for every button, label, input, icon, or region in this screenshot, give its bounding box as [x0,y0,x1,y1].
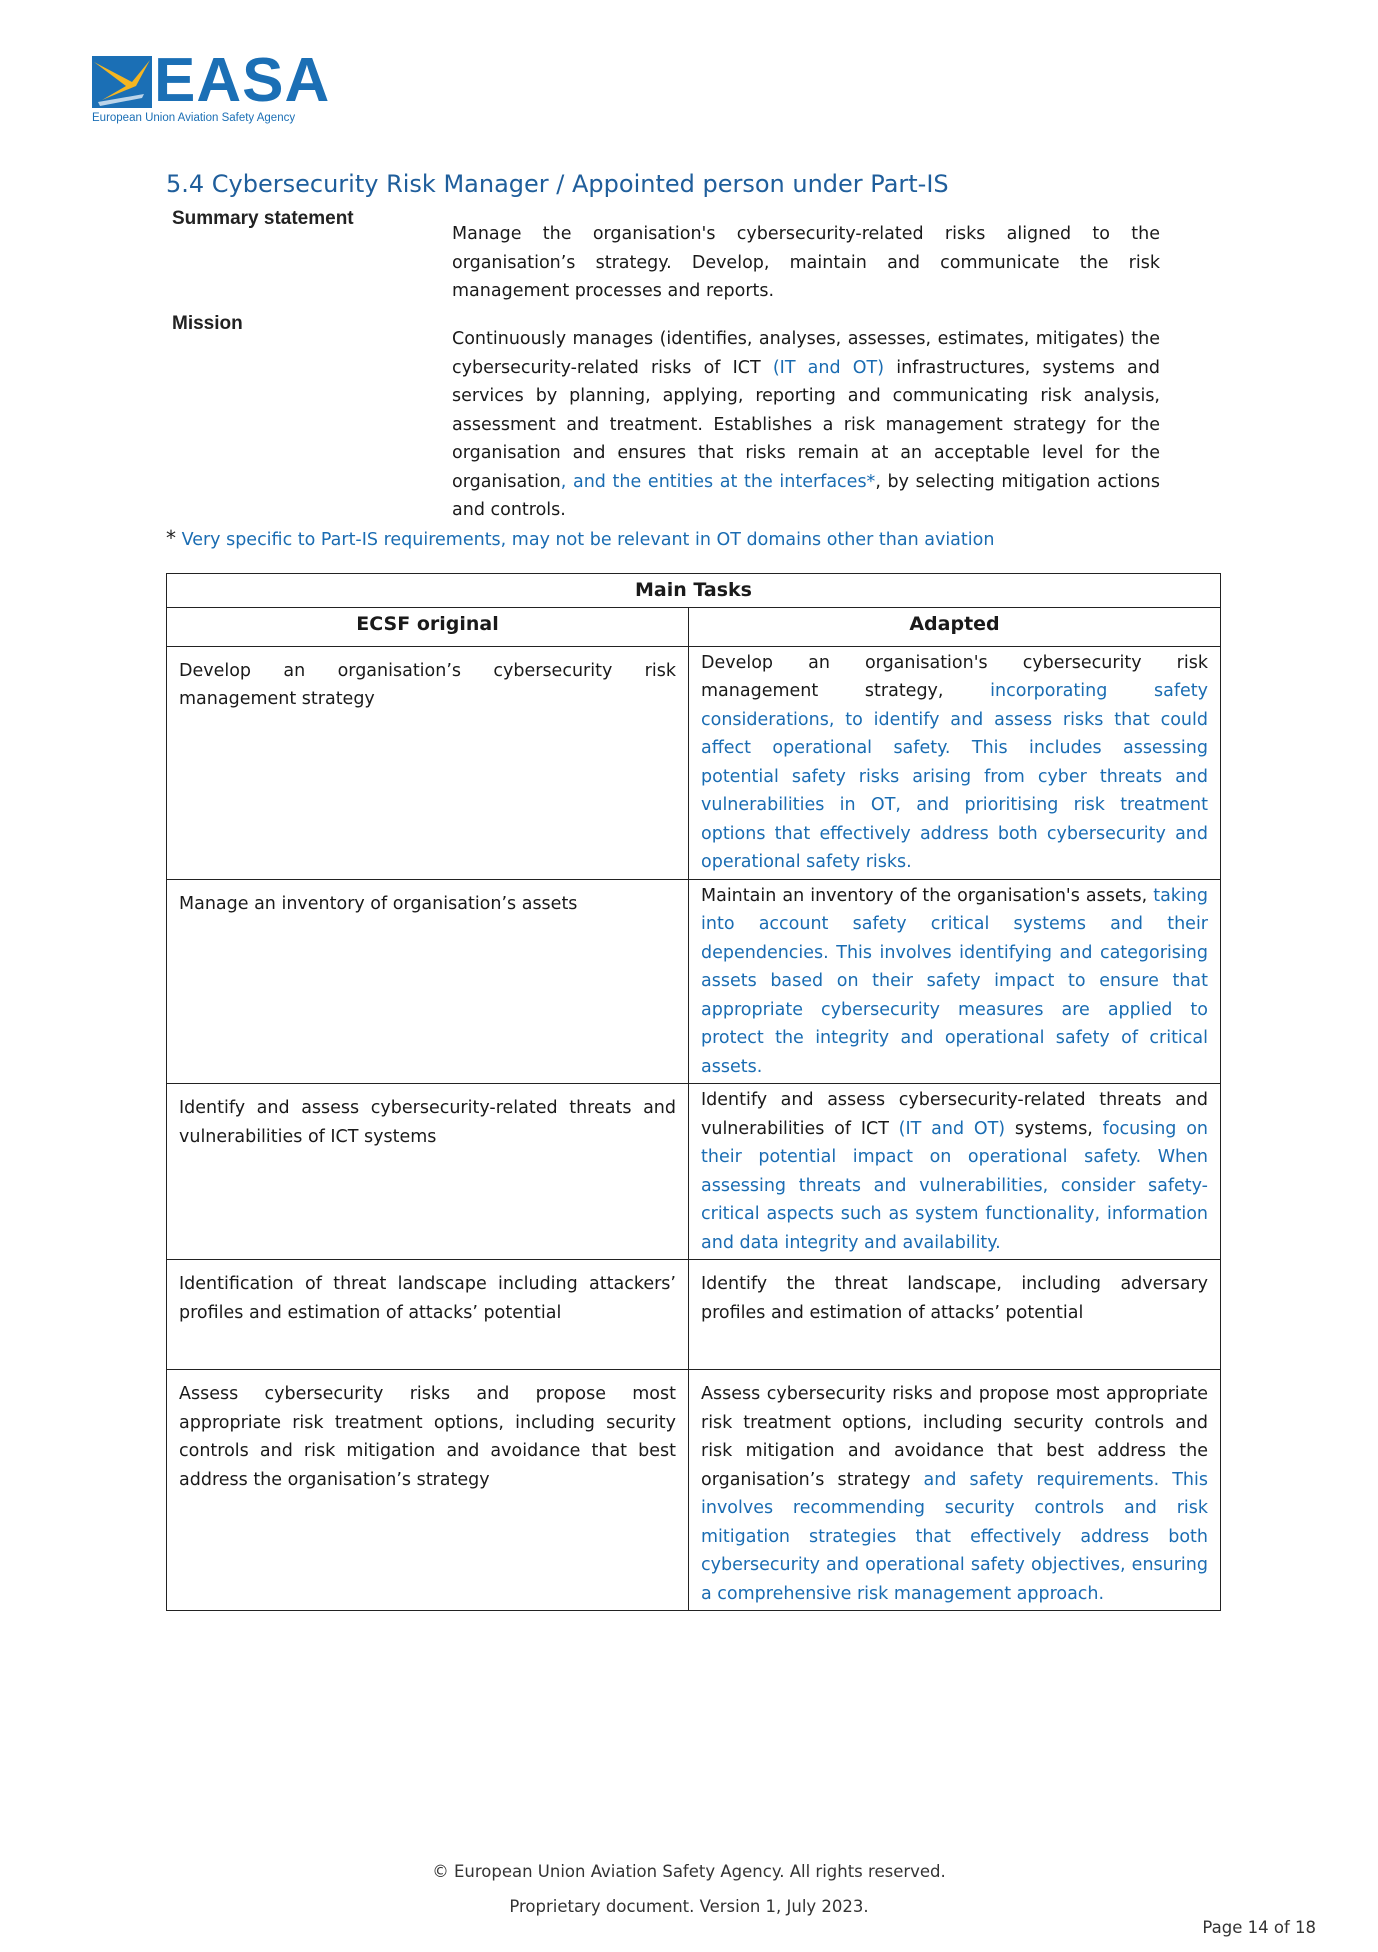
easa-logo [92,46,331,132]
cell-original: Identify and assess cybersecurity-related threats and vulnerabilities of ICT systems [167,1084,689,1260]
table-title: Main Tasks [167,574,1221,608]
adapted-text-segment: taking into account safety critical systems and their dependencies. This involves identifying and categorising assets based on their safety impact to ensure that appropriate cybersecurity measures are applied to protect the integrity and operational safety of critical assets. [701,885,1208,1077]
text-segment: Maintain an inventory of the organisation's assets, [701,885,1154,906]
cell-adapted [689,1084,1221,1260]
cell-adapted [689,646,1221,879]
adapted-text-segment: incorporating safety considerations, to identify and assess risks that could affect operational safety. This includes assessing potential safety risks arising from cyber threats and vulnerabilities in OT, and prioritising risk treatment options that effectively address both cybersecurity and operational safety risks. [701,681,1208,872]
adapted-text-segment: focusing on their potential impact on operational safety. When assessing threats and vulnerabilities, consider safety-critical aspects such as system functionality, information and data integrity and availability. [701,1118,1208,1253]
text-segment: infrastructures, systems and services by planning, applying, reporting and communicating risk analysis, assessment and treatment. Establishes a risk management strategy for the organisation and ensures that risks remain at an acceptable level for the organisation [452,357,1160,492]
main-tasks-table [166,573,1221,1611]
adapted-text-segment: (IT and OT) [898,1118,1006,1139]
logo-wordmark: EASA [154,46,331,115]
summary-label: Summary statement [172,208,354,229]
table-row [167,879,1221,1084]
mission-text [452,325,1160,525]
text-segment: Develop an organisation's cybersecurity risk management strategy, [701,652,1208,701]
text-segment: Continuously manages (identifies, analyses, assesses, estimates, mitigates) the cybersecurity-related risks of ICT [452,329,1160,378]
text-segment: Assess cybersecurity risks and propose most appropriate risk treatment options, including security controls and risk mitigation and avoidance that best address the organisation’s strategy [701,1384,1208,1490]
text-segment: Identify and assess cybersecurity-related threats and vulnerabilities of ICT [701,1090,1208,1139]
table-row [167,1260,1221,1370]
footnote [166,524,994,554]
cell-adapted [689,1370,1221,1611]
cell-original: Manage an inventory of organisation’s assets [167,879,689,1084]
footnote-star: * [166,526,176,550]
footer-copyright: © European Union Aviation Safety Agency. All rights reserved. [432,1862,946,1881]
logo-tagline: European Union Aviation Safety Agency [92,112,296,124]
adapted-text-segment: and safety requirements. This involves recommending security controls and risk mitigation strategies that effectively address both cybersecurity and operational safety objectives, ensuring a comprehensive risk management approach. [701,1469,1208,1604]
cell-original: Assess cybersecurity risks and propose most appropriate risk treatment options, including security controls and risk mitigation and avoidance that best address the organisation’s strategy [167,1370,689,1611]
cell-adapted [689,1260,1221,1370]
easa-wing-icon [92,56,152,108]
cell-original: Identification of threat landscape including attackers’ profiles and estimation of attacks’ potential [167,1260,689,1370]
column-header-adapted: Adapted [689,607,1221,646]
footer-version: Proprietary document. Version 1, July 2023. [509,1897,869,1916]
table-row [167,1084,1221,1260]
section-title: 5.4 Cybersecurity Risk Manager / Appointed person under Part-IS [166,170,949,198]
task-rows [167,646,1221,1611]
table-row [167,646,1221,879]
text-segment: systems, [1005,1118,1103,1139]
cell-adapted [689,879,1221,1084]
mission-label: Mission [172,313,243,334]
table-row [167,1370,1221,1611]
cell-original: Develop an organisation’s cybersecurity risk management strategy [167,646,689,879]
page-number: Page 14 of 18 [1202,1918,1316,1937]
summary-text: Manage the organisation's cybersecurity-related risks aligned to the organisation’s strategy. Develop, maintain and communicate the risk management processes and reports. [452,224,1160,301]
column-header-original: ECSF original [167,607,689,646]
text-segment: , by selecting mitigation actions and controls. [452,471,1160,520]
text-segment: Identify the threat landscape, including adversary profiles and estimation of attacks’ potential [701,1274,1208,1323]
adapted-text-segment: , and the entities at the interfaces* [560,471,876,492]
adapted-text-segment: (IT and OT) [772,357,885,378]
footnote-text: Very specific to Part-IS requirements, may not be relevant in OT domains other than aviation [181,530,995,550]
